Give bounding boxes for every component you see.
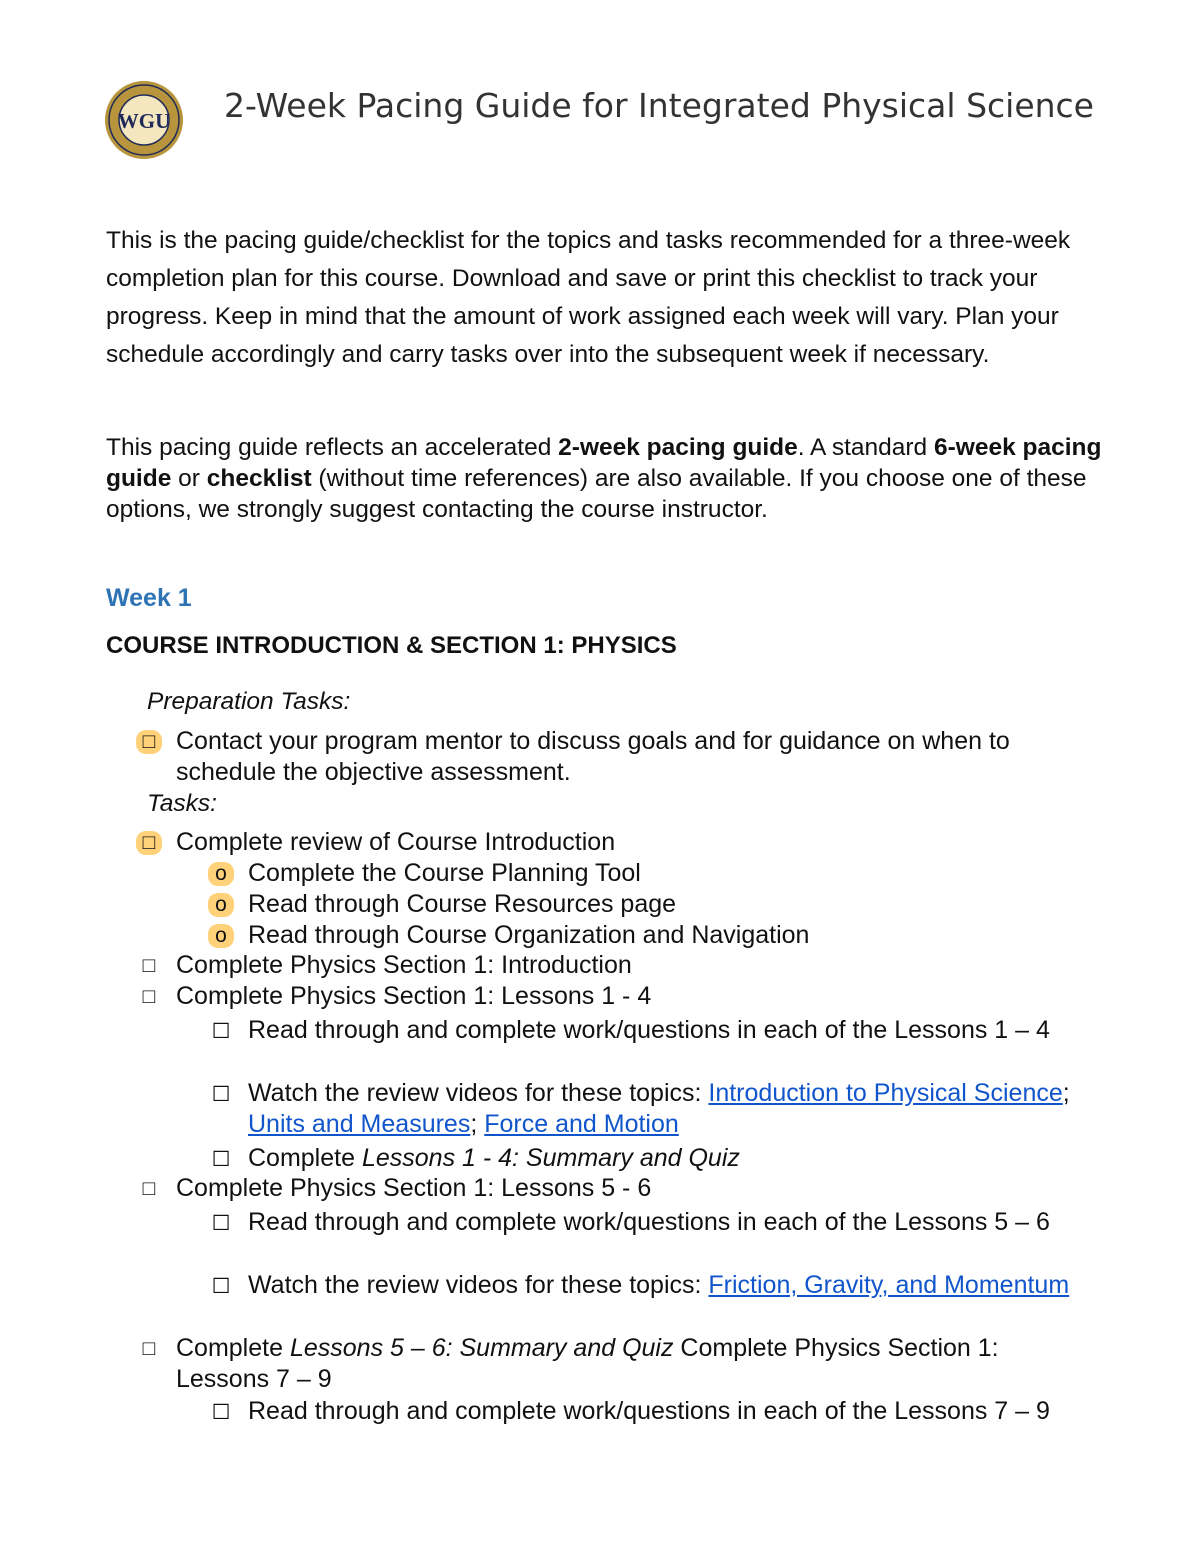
circle-bullet-icon[interactable]: o	[208, 924, 234, 948]
preparation-label: Preparation Tasks:	[147, 688, 351, 715]
checkbox-icon[interactable]: □	[142, 1337, 156, 1360]
checkbox-icon[interactable]: ☐	[211, 1274, 231, 1298]
checklist-subitem: ☐ Read through and complete work/questions in each of the Lessons 1 – 4	[208, 1015, 1098, 1046]
checkbox-icon[interactable]: ☐	[211, 1147, 231, 1171]
checkbox-icon[interactable]: □	[142, 985, 156, 1008]
checklist-item: □ Complete Physics Section 1: Lessons 1 - 4	[138, 981, 1096, 1012]
logo-monogram: WGU	[117, 109, 171, 133]
wgu-logo	[104, 80, 184, 160]
checkbox-icon[interactable]: □	[142, 954, 156, 977]
checkbox-icon[interactable]: □	[136, 730, 162, 754]
checklist-item: □ Complete Physics Section 1: Introduction	[138, 950, 1096, 981]
checklist-item: □ Complete Lessons 5 – 6: Summary and Quiz Complete Physics Section 1: Lessons 7 – 9	[138, 1333, 1096, 1395]
intro-paragraph: This is the pacing guide/checklist for the topics and tasks recommended for a three-week completion plan for this course. Download and save or print this checklist to track your progress. Keep in mind that the amount of work assigned each week will vary. Plan your schedule accordingly and carry tasks over into the subsequent week if necessary.	[106, 227, 1071, 368]
video-link[interactable]: Friction, Gravity, and Momentum	[708, 1271, 1070, 1299]
checklist-subitem: ☐ Watch the review videos for these topics: Friction, Gravity, and Momentum	[208, 1270, 1098, 1301]
video-link[interactable]: Force and Motion	[484, 1110, 679, 1138]
video-link[interactable]: Units and Measures	[248, 1110, 471, 1138]
video-link[interactable]: Introduction to Physical Science	[708, 1079, 1063, 1107]
tasks-label: Tasks:	[147, 790, 217, 817]
checklist-subitem: o Complete the Course Planning Tool	[208, 858, 1098, 889]
circle-bullet-icon[interactable]: o	[208, 893, 234, 917]
checklist-subitem: o Read through Course Resources page	[208, 889, 1098, 920]
checklist-subitem: ☐ Read through and complete work/questions in each of the Lessons 5 – 6	[208, 1207, 1098, 1238]
page-title: 2-Week Pacing Guide for Integrated Physical Science	[224, 86, 1094, 125]
week-heading: Week 1	[106, 584, 192, 612]
checkbox-icon[interactable]: □	[142, 1177, 156, 1200]
checkbox-icon[interactable]: ☐	[211, 1211, 231, 1235]
circle-bullet-icon[interactable]: o	[208, 862, 234, 886]
checkbox-icon[interactable]: □	[136, 831, 162, 855]
checklist-item: □ Complete Physics Section 1: Lessons 5 - 6	[138, 1173, 1096, 1204]
pacing-options-paragraph: This pacing guide reflects an accelerated 2-week pacing guide. A standard 6-week pacing guide or checklist (without time references) are also available. If you choose one of these options, we strongly suggest contacting the course instructor.	[106, 434, 1102, 523]
checklist-subitem: ☐ Complete Lessons 1 - 4: Summary and Quiz	[208, 1143, 1098, 1174]
checklist-item: □ Contact your program mentor to discuss goals and for guidance on when to schedule the objective assessment.	[138, 726, 1096, 788]
checklist-subitem: o Read through Course Organization and Navigation	[208, 920, 1098, 951]
section-title: COURSE INTRODUCTION & SECTION 1: PHYSICS	[106, 632, 677, 659]
checkbox-icon[interactable]: ☐	[211, 1400, 231, 1424]
checklist-item: □ Complete review of Course Introduction	[138, 827, 1096, 858]
checklist-subitem: ☐ Read through and complete work/questions in each of the Lessons 7 – 9	[208, 1396, 1098, 1427]
checkbox-icon[interactable]: ☐	[211, 1019, 231, 1043]
checklist-subitem: ☐ Watch the review videos for these topics: Introduction to Physical Science; Units and Measures; Force and Motion	[208, 1078, 1098, 1140]
checkbox-icon[interactable]: ☐	[211, 1082, 231, 1106]
